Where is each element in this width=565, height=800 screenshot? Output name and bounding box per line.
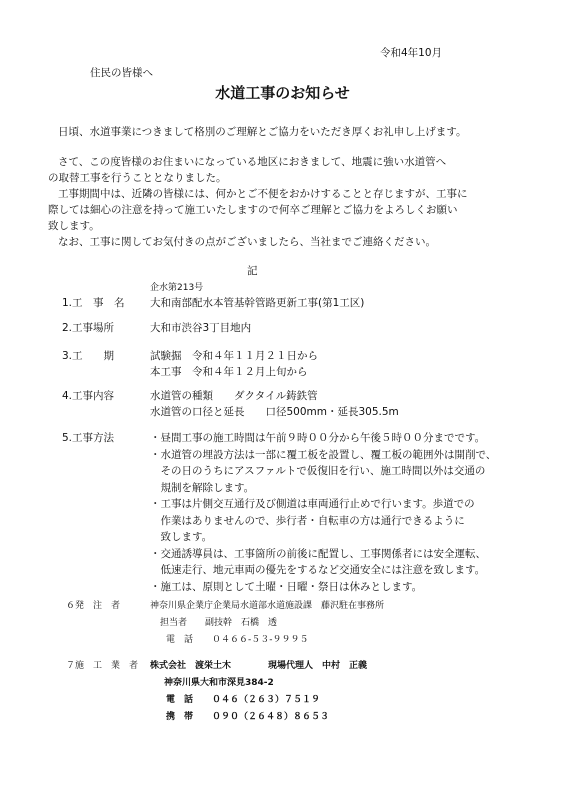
item-method-label: 5.工事方法 (62, 432, 115, 444)
item-content-label: 4.工事内容 (62, 390, 115, 402)
method-line: ・工事は片側交互通行及び側道は車両通行止めで行います。歩道での (150, 498, 475, 510)
notice-title: 水道工事のお知らせ (215, 84, 350, 102)
item-place-label: 2.工事場所 (62, 322, 115, 334)
method-line: 低速走行、地元車両の優先をするなど交通安全には注意を致します。 (150, 564, 486, 576)
orderer-tel-label: 電 話 (166, 635, 194, 645)
body-line-4: 際しては細心の注意を持って施工いたしますので何卒ご理解とご協力をよろしくお願い (48, 204, 458, 216)
contractor-label: ７施 工 業 者 (66, 661, 139, 671)
contractor-mobile: ０９０（２６４８）８６５３ (212, 712, 330, 722)
item-period-line-2: 本工事 令和４年１２月上旬から (150, 366, 308, 378)
item-content-line-2: 水道管の口径と延長 口径500mm・延長305.5m (150, 406, 399, 418)
addressee: 住民の皆様へ (90, 67, 153, 79)
body-line-3: 工事期間中は、近隣の皆様には、何かとご不便をおかけすることと存じますが、工事に (58, 188, 468, 200)
item-period-line-1: 試験掘 令和４年１１月２１日から (150, 350, 318, 362)
method-line: ・昼間工事の施工時間は午前９時００分から午後５時００分までです。 (150, 432, 486, 444)
notice-date: 令和4年10月 (380, 47, 443, 59)
item-name-value: 大和南部配水本管基幹管路更新工事(第1工区) (150, 297, 365, 309)
orderer-tel: ０４６６-５３-９９９５ (212, 635, 309, 645)
intro-text: 日頃、水道事業につきまして格別のご理解とご協力をいただき厚くお礼申し上げます。 (58, 126, 467, 138)
contractor-agent: 現場代理人 中村 正義 (268, 661, 368, 671)
item-place-value: 大和市渋谷3丁目地内 (150, 322, 252, 334)
item-name-label: 1.工 事 名 (62, 297, 125, 309)
method-line: 規制を解除します。 (150, 481, 255, 494)
item-period-label: 3.工 期 (62, 350, 115, 362)
orderer-label: ６発 注 者 (66, 601, 121, 611)
doc-number: 企水第213号 (150, 283, 204, 293)
orderer-org: 神奈川県企業庁企業局水道部水道施設課 藤沢駐在事務所 (150, 601, 385, 611)
contractor-company: 株式会社 渡栄土木 (150, 661, 232, 671)
body-line-5: 致します。 (48, 220, 100, 232)
method-line: ・施工は、原則として土曜・日曜・祭日は休みとします。 (150, 580, 423, 593)
body-line-1: さて、この度皆様のお住まいになっている地区におきまして、地震に強い水道管へ (58, 156, 447, 168)
body-line-6: なお、工事に関してお気付きの点がございましたら、当社までご連絡ください。 (58, 236, 436, 248)
method-line: その日のうちにアスファルトで仮復旧を行い、施工時間以外は交通の (150, 465, 486, 477)
contractor-tel: ０４６（２６３）７５１９ (212, 695, 321, 705)
item-content-line-1: 水道管の種類 ダクタイル鋳鉄管 (150, 390, 318, 402)
body-line-2: の取替工事を行うこととなりました。 (48, 172, 227, 184)
method-line: ・交通誘導員は、工事箇所の前後に配置し、工事関係者には安全運転、 (150, 547, 486, 560)
method-line: 作業はありませんので、歩行者・自転車の方は通行できるように (150, 514, 465, 527)
orderer-person: 担当者 副技幹 石橋 透 (160, 618, 278, 628)
method-line: ・水道管の埋設方法は一部に覆工板を設置し、覆工板の範囲外は開削で、 (150, 448, 497, 461)
contractor-tel-label: 電 話 (166, 695, 194, 705)
contractor-mobile-label: 携 帯 (166, 712, 194, 722)
ki-heading: 記 (247, 265, 258, 277)
item-method-lines (150, 430, 496, 595)
contractor-address: 神奈川県大和市深見384-2 (164, 678, 274, 688)
method-line: 致します。 (150, 531, 213, 543)
